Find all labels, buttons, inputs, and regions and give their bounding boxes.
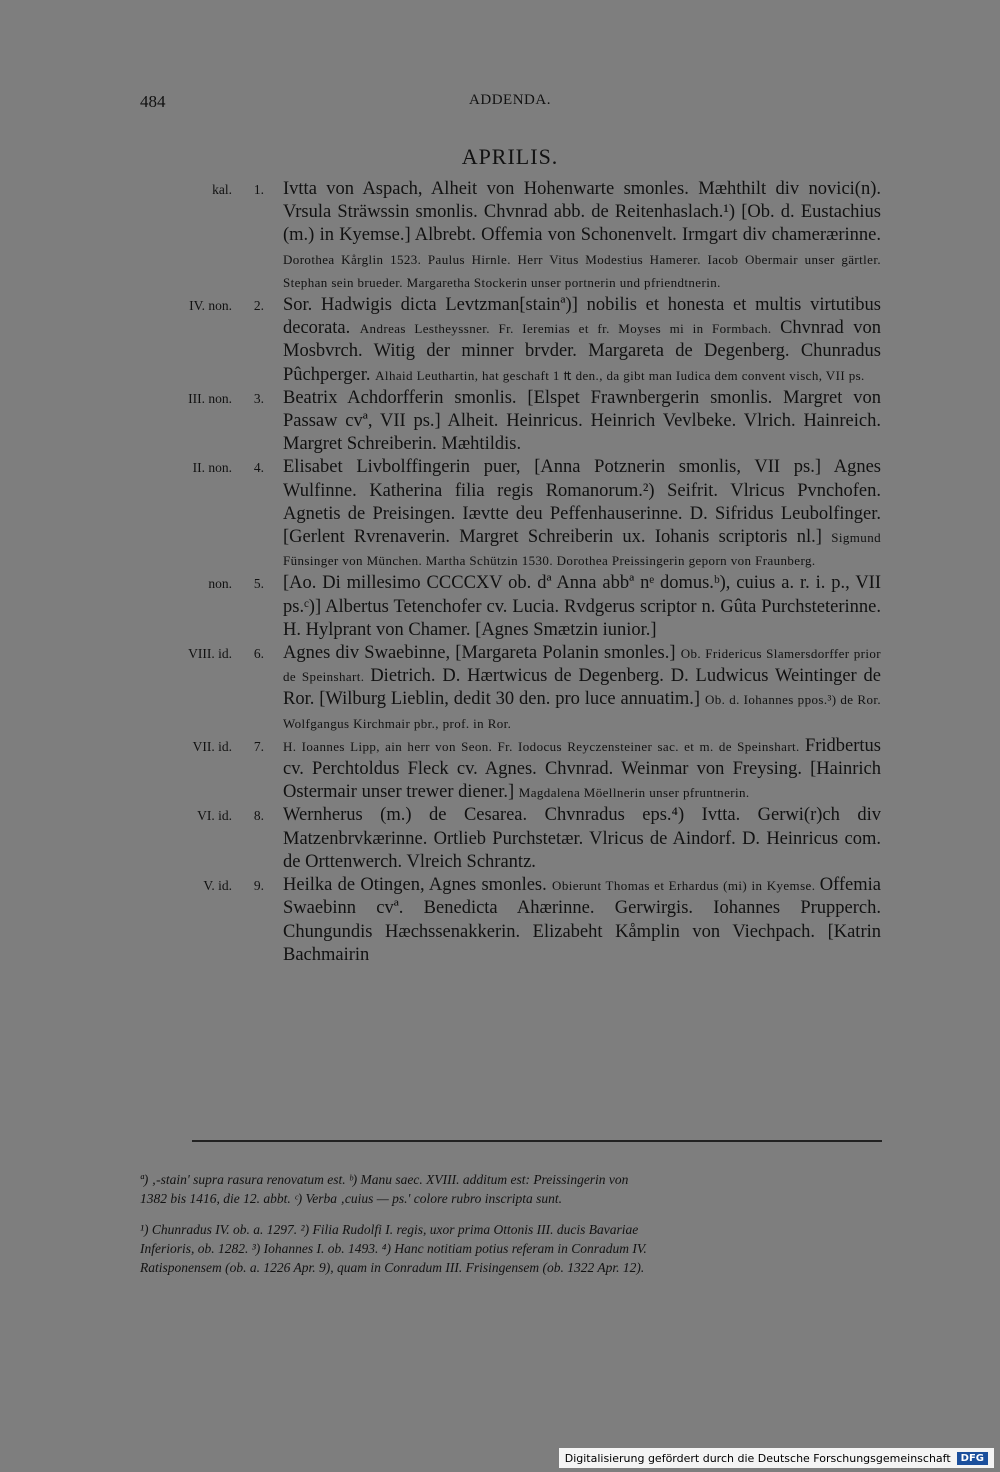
calendar-entry — [0, 642, 1000, 735]
entry-main-text: Beatrix Achdorfferin smonlis. [Elspet Frawnbergerin smonlis. Margret von Passaw cvª, VII ps.] Alheit. Heinricus. Heinrich Vevlbeke. Vlrich. Hainreich. Margret Schreiberin. Mæhtildis. — [283, 387, 881, 455]
entry-main-text: Heilka de Otingen, Agnes smonles. — [283, 875, 553, 896]
entry-main-text: Wernherus (m.) de Cesarea. Chvnradus eps.⁴) Ivtta. Gerwi(r)ch div Matzenbrvkærinne. Ortlieb Purchstetær. Vlricus de Aindorf. D. Heinricus com. de Orttenwerch. Vlreich Schrantz. — [283, 805, 881, 872]
footnote-line: Ratisponensem (ob. a. 1226 Apr. 9), quam in Conradum III. Frisingensem (ob. 1322 Apr. 12). — [140, 1260, 645, 1275]
month-title: APRILIS. — [461, 144, 559, 169]
entry-text — [283, 804, 881, 874]
entry-text — [283, 178, 881, 294]
entry-number: 3. — [253, 390, 264, 406]
entry-later-addition: H. Ioannes Lipp, ain herr von Seon. Fr. Iodocus Reyczensteiner sac. et m. de Speinshart. — [283, 738, 805, 754]
entry-main-text: Chvnrad von Mosbvrch. Witig der minner brvder. Margareta de Degenberg. Chunradus Pûchperger. — [283, 318, 881, 385]
calendar-entry — [0, 874, 1000, 967]
entry-number: 4. — [253, 460, 264, 476]
entry-date: VI. id. — [197, 808, 232, 824]
entry-date: III. non. — [188, 390, 232, 406]
entry-main-text: Offemia Swaebinn cvª. Benedicta Ahærinne. Gerwirgis. Iohannes Prupperch. Chungundis Hæchssenakkerin. Elizabeht Kåmplin von Viechpach. [Katrin Bachmairin — [283, 875, 881, 965]
entry-later-addition: Magdalena Möellnerin unser pfruntnerin. — [518, 785, 750, 801]
entry-date: V. id. — [203, 878, 232, 894]
entry-number: 1. — [253, 182, 264, 197]
entry-date: non. — [208, 576, 232, 592]
entry-text — [283, 456, 881, 572]
calendar-entries — [0, 178, 1000, 967]
footnote-rule — [192, 1140, 882, 1142]
dfg-credit[interactable] — [559, 1448, 994, 1468]
calendar-entry — [0, 735, 1000, 805]
entry-later-addition: Andreas Lestheyssner. Fr. Ieremias et fr. Moyses mi in Formbach. — [359, 321, 781, 337]
entry-text — [283, 387, 881, 457]
running-head: ADDENDA. — [469, 92, 551, 108]
entry-main-text: [Ao. Di millesimo CCCCXV ob. dª Anna abbª nᵉ domus.ᵇ), cuius a. r. i. p., VII ps.ᶜ)] Albertus Tetenchofer cv. Lucia. Rvdgerus scriptor n. Gûta Purchsteterinne. H. Hylprant von Chamer. [Agnes Smætzin iunior.] — [283, 573, 881, 640]
entry-text — [283, 735, 881, 805]
entry-main-text: Fridbertus cv. Perchtoldus Fleck cv. Agnes. Chvnrad. Weinmar von Freysing. [Hainrich Ostermair unser trewer diener.] — [283, 735, 881, 803]
entry-text — [283, 642, 881, 735]
entry-later-addition: Alhaid Leuthartin, hat geschaft 1 ₶ den., da gibt man Iudica dem convent visch, VII ps. — [375, 367, 865, 383]
entry-later-addition: Dorothea Kårglin 1523. Paulus Hirnle. Herr Vitus Modestius Hamerer. Iacob Obermair unser gärtler. Stephan sein brueder. Margaretha Stockerin unser portnerin und pfriendtnerin. — [283, 251, 881, 290]
entry-main-text: Agnes div Swaebinne, [Margareta Polanin smonles.] — [283, 643, 681, 664]
footnote-line: 1382 bis 1416, die 12. abbt. ᶜ) Verba ‚cuius — ps.' colore rubro inscripta sunt. — [140, 1191, 563, 1206]
entry-number: 8. — [253, 808, 264, 824]
calendar-entry — [0, 456, 1000, 572]
entry-main-text: Elisabet Livbolffingerin puer, [Anna Potznerin smonlis, VII ps.] Agnes Wulfinne. Katherina filia regis Romanorum.²) Seifrit. Vlricus Pvnchofen. Agnetis de Preisingen. Iævtte deu Peffenhauserinne. D. Sifridus Leubolfinger. [Gerlent Rvrenaverin. Margret Schreiberin ux. Iohanis scriptoris nl.] — [283, 457, 881, 548]
footnote-line: Inferioris, ob. 1282. ³) Iohannes I. ob. 1493. ⁴) Hanc notitiam potius referam in Conradum IV. — [140, 1241, 647, 1256]
entry-later-addition: Sigmund Fünsinger von München. Martha Schützin 1530. Dorothea Preissingerin geporn von Fraunberg. — [283, 530, 881, 569]
entry-date: IV. non. — [189, 298, 232, 314]
entry-date: kal. — [212, 182, 232, 197]
entry-later-addition: Ob. Fridericus Slamersdorffer prior de Speinshart. — [283, 646, 882, 685]
calendar-entry — [0, 387, 1000, 457]
calendar-entry — [0, 178, 1000, 294]
footnote-line: ª) ‚-stain' supra rasura renovatum est. ᵇ) Manu saec. XVIII. additum est: Preissingerin von — [140, 1172, 629, 1187]
entry-main-text: Ivtta von Aspach, Alheit von Hohenwarte smonles. Mæhthilt div novici(n). Vrsula Sträwssin smonlis. Chvnrad abb. de Reitenhaslach.¹) [Ob. d. Eustachius (m.) in Kyemse.] Albrebt. Offemia von Schonenvelt. Irmgart div chamerærinne. — [283, 179, 881, 246]
dfg-logo: DFG — [957, 1452, 988, 1465]
entry-date: II. non. — [192, 460, 232, 476]
dfg-credit-text: Digitalisierung gefördert durch die Deutsche Forschungsgemeinschaft — [564, 1451, 951, 1465]
calendar-entry — [0, 804, 1000, 874]
entry-number: 6. — [253, 646, 264, 662]
page-number: 484 — [140, 92, 166, 111]
entry-date: VII. id. — [192, 738, 232, 754]
page-header — [140, 92, 880, 116]
entry-text — [283, 572, 881, 642]
number-footnotes — [140, 1220, 882, 1277]
calendar-entry — [0, 294, 1000, 387]
entry-number: 5. — [253, 576, 264, 592]
entry-later-addition: Obierunt Thomas et Erhardus (mi) in Kyemse. — [552, 878, 820, 894]
entry-date: VIII. id. — [188, 646, 232, 662]
entry-main-text: Dietrich. D. Hærtwicus de Degenberg. D. Ludwicus Weintinger de Ror. [Wilburg Lieblin, dedit 30 den. pro luce annuatim.] — [283, 666, 881, 710]
calendar-entry — [0, 572, 1000, 642]
footnote-line: ¹) Chunradus IV. ob. a. 1297. ²) Filia Rudolfi I. regis, uxor prima Ottonis III. ducis Bavariae — [140, 1222, 639, 1237]
entry-main-text: Sor. Hadwigis dicta Levtzman[stainª)] nobilis et honesta et multis virtutibus decorata. — [283, 295, 881, 339]
entry-text — [283, 294, 881, 387]
letter-footnotes — [140, 1170, 882, 1208]
entry-number: 9. — [253, 878, 264, 894]
entry-number: 2. — [253, 298, 264, 314]
entry-number: 7. — [253, 738, 264, 754]
entry-text — [283, 874, 881, 967]
entry-later-addition: Ob. d. Iohannes ppos.³) de Ror. Wolfgangus Kirchmair pbr., prof. in Ror. — [283, 692, 882, 731]
